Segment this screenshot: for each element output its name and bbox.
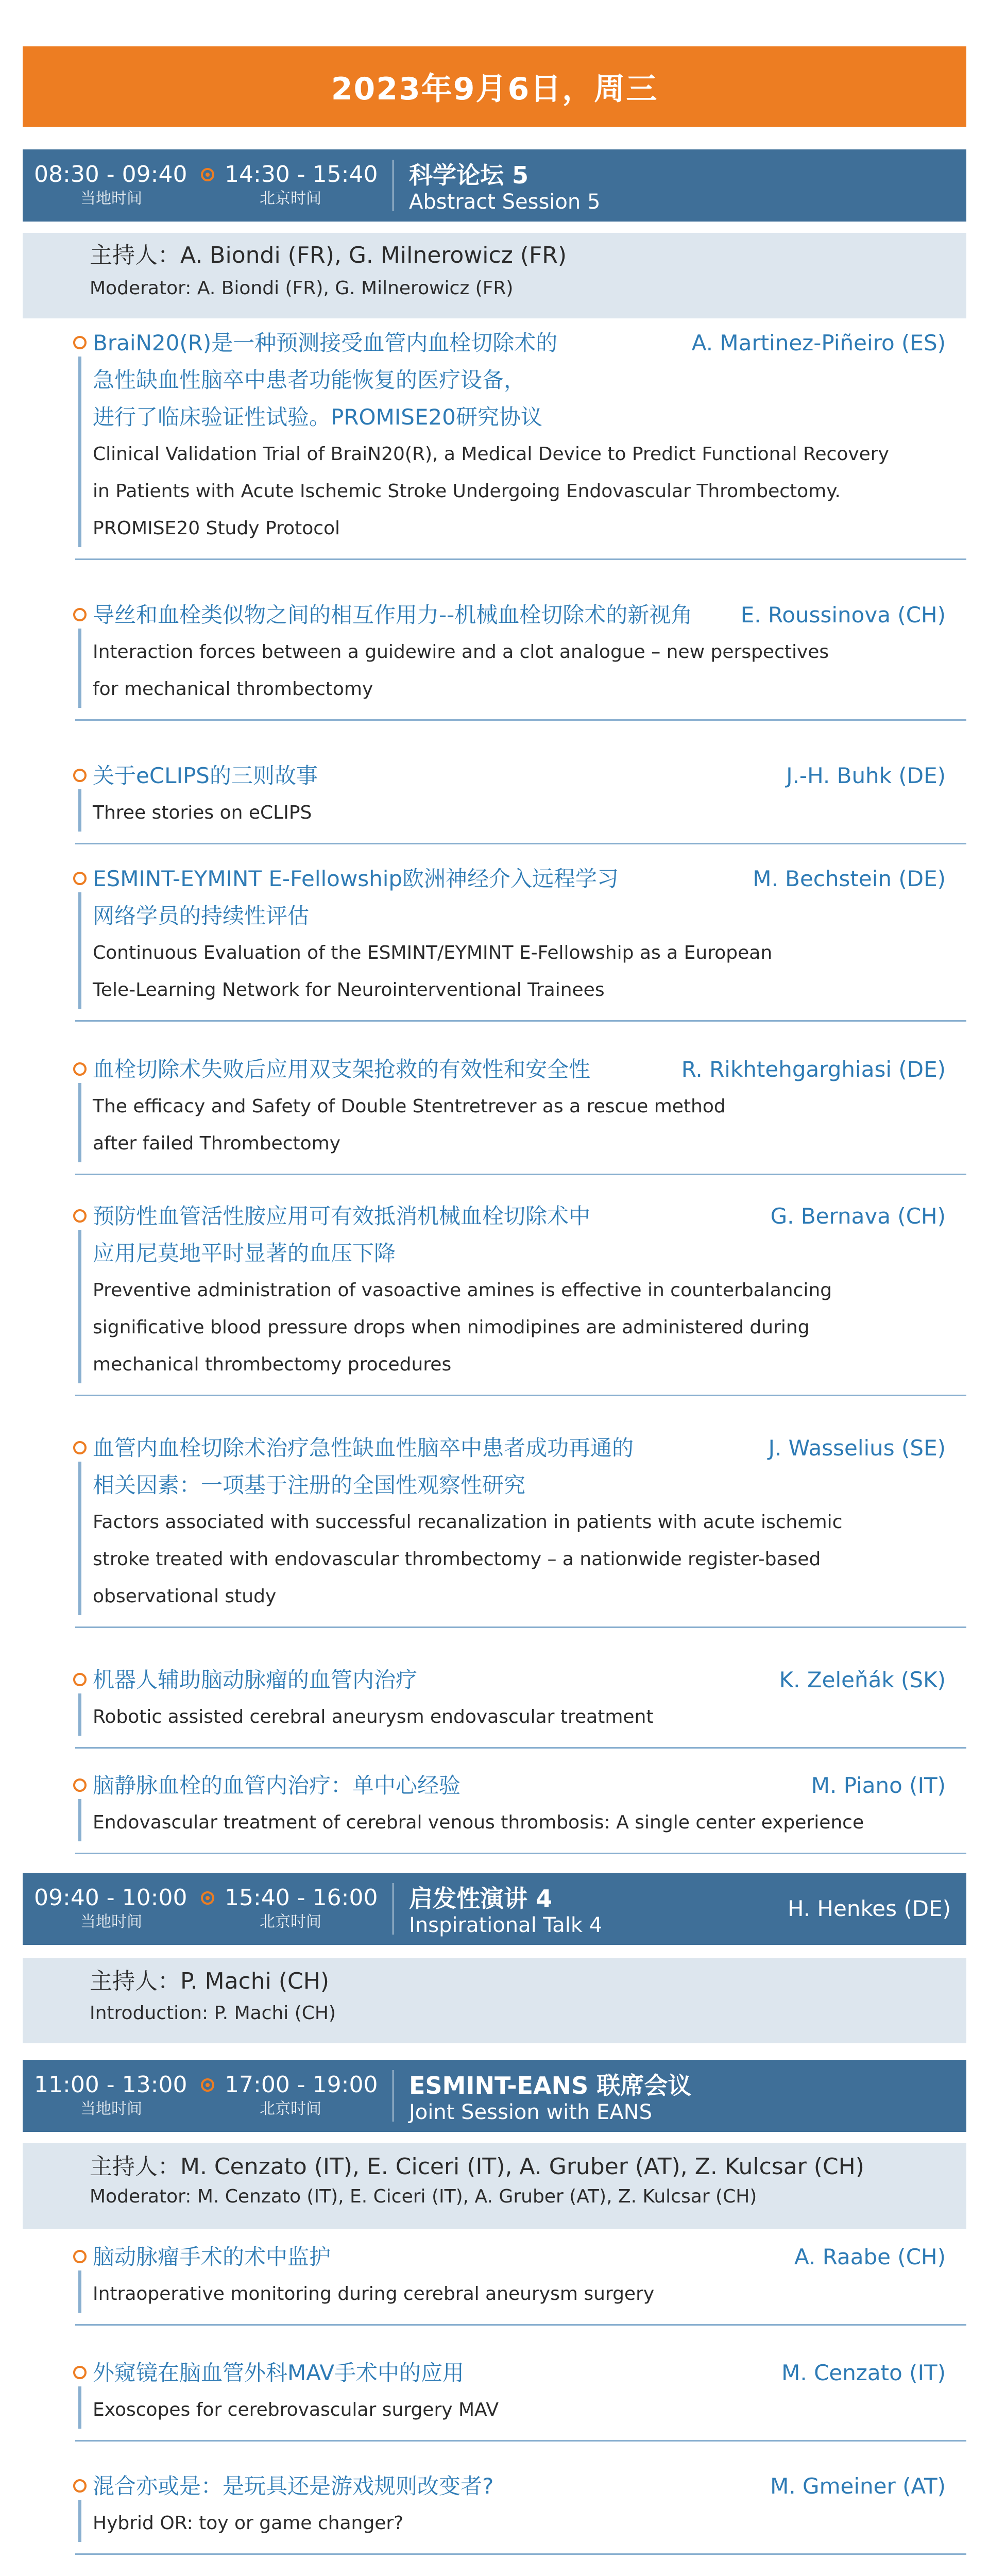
- session-title-en: Abstract Session 5: [409, 190, 601, 214]
- talk-author[interactable]: K. Zeleňák (SK): [779, 1667, 946, 1692]
- talk-entry[interactable]: [23, 1198, 966, 1399]
- moderator-en: Moderator: A. Biondi (FR), G. Milnerowicz (FR): [90, 278, 514, 299]
- moderator-cn: 主持人：A. Biondi (FR), G. Milnerowicz (FR): [90, 242, 567, 268]
- bullet-circle-icon: [73, 336, 87, 349]
- talk-author[interactable]: J.-H. Buhk (DE): [786, 763, 946, 788]
- beijing-time-block: [225, 2071, 384, 2120]
- talk-entry[interactable]: [23, 1767, 966, 1857]
- talk-title-en: Exoscopes for cerebrovascular surgery MAV: [93, 2399, 499, 2420]
- talk-title-cn[interactable]: 脑静脉血栓的血管内治疗：单中心经验: [93, 1773, 461, 1798]
- talk-accent-line: [78, 2500, 81, 2542]
- header-divider: [393, 1883, 394, 1935]
- talk-author[interactable]: M. Cenzato (IT): [781, 2360, 946, 2385]
- beijing-time-label: 北京时间: [260, 1913, 321, 1931]
- talk-author[interactable]: A. Raabe (CH): [794, 2244, 946, 2269]
- talk-title-en: Robotic assisted cerebral aneurysm endovascular treatment: [93, 1706, 654, 1727]
- talk-title-en: Three stories on eCLIPS: [93, 802, 312, 823]
- talk-entry[interactable]: [23, 860, 966, 1024]
- talk-accent-line: [78, 1083, 81, 1162]
- talk-title-en: Clinical Validation Trial of BraiN20(R), a Medical Device to Predict Functional Recovery: [93, 444, 889, 465]
- entry-separator: [75, 719, 966, 721]
- beijing-time: 14:30 - 15:40: [225, 161, 378, 188]
- session-title-cn: 启发性演讲 4: [409, 1885, 553, 1912]
- beijing-time: 17:00 - 19:00: [225, 2072, 378, 2098]
- local-time-label: 当地时间: [80, 190, 142, 208]
- entry-separator: [75, 1747, 966, 1749]
- talk-accent-line: [78, 789, 81, 832]
- bullet-circle-icon: [73, 872, 87, 885]
- talk-title-en: observational study: [93, 1586, 277, 1607]
- beijing-time-block: [225, 1884, 384, 1933]
- talk-author[interactable]: M. Gmeiner (AT): [770, 2473, 946, 2499]
- bullet-circle-icon: [73, 1441, 87, 1454]
- bullet-circle-icon: [73, 2479, 87, 2493]
- session-header-bar: [23, 1873, 966, 1945]
- session-title-en: Inspirational Talk 4: [409, 1913, 603, 1937]
- entry-separator: [75, 2553, 966, 2555]
- moderator-box: [23, 2143, 966, 2229]
- talk-title-cn[interactable]: 机器人辅助脑动脉瘤的血管内治疗: [93, 1667, 418, 1692]
- moderator-box: [23, 1958, 966, 2043]
- talk-title-cn[interactable]: 网络学员的持续性评估: [93, 903, 310, 928]
- clock-dot-icon: [201, 1891, 214, 1905]
- talk-accent-line: [78, 892, 81, 1009]
- bullet-circle-icon: [73, 1673, 87, 1686]
- local-time: 11:00 - 13:00: [34, 2072, 187, 2098]
- talk-accent-line: [78, 1230, 81, 1383]
- talk-entry[interactable]: [23, 2239, 966, 2328]
- talk-title-en: PROMISE20 Study Protocol: [93, 518, 340, 539]
- talk-title-en: stroke treated with endovascular thrombectomy – a nationwide register-based: [93, 1549, 821, 1570]
- talk-title-en: Hybrid OR: toy or game changer?: [93, 2513, 404, 2534]
- talk-title-cn[interactable]: 进行了临床验证性试验。PROMISE20研究协议: [93, 404, 542, 430]
- header-divider: [393, 2070, 394, 2122]
- entry-separator: [75, 843, 966, 844]
- talk-title-en: Factors associated with successful recanalization in patients with acute ischemic: [93, 1512, 843, 1533]
- talk-author[interactable]: M. Bechstein (DE): [753, 866, 946, 891]
- local-time-block: [34, 1884, 194, 1933]
- session-title-cn: 科学论坛 5: [409, 161, 529, 189]
- local-time-label: 当地时间: [80, 2100, 142, 2118]
- talk-title-en: after failed Thrombectomy: [93, 1133, 341, 1154]
- talk-accent-line: [78, 357, 81, 547]
- talk-title-en: Endovascular treatment of cerebral venous thrombosis: A single center experience: [93, 1812, 864, 1833]
- bullet-circle-icon: [73, 1778, 87, 1792]
- talk-entry[interactable]: [23, 1051, 966, 1178]
- session-speaker: H. Henkes (DE): [787, 1896, 951, 1921]
- talk-entry[interactable]: [23, 597, 966, 723]
- session-title-en: Joint Session with EANS: [409, 2100, 652, 2124]
- local-time-label: 当地时间: [80, 1913, 142, 1931]
- talk-title-en: Interaction forces between a guidewire and a clot analogue – new perspectives: [93, 641, 829, 663]
- entry-separator: [75, 1020, 966, 1022]
- talk-entry[interactable]: [23, 2354, 966, 2444]
- beijing-time-label: 北京时间: [260, 190, 321, 208]
- talk-title-en: in Patients with Acute Ischemic Stroke Undergoing Endovascular Thrombectomy.: [93, 481, 841, 502]
- moderator-cn: 主持人：M. Cenzato (IT), E. Ciceri (IT), A. Gruber (AT), Z. Kulcsar (CH): [90, 2154, 864, 2180]
- talk-author[interactable]: G. Bernava (CH): [770, 1204, 946, 1229]
- talk-author[interactable]: A. Martinez-Piñeiro (ES): [691, 330, 946, 355]
- date-header: 2023年9月6日，周三: [23, 46, 966, 127]
- entry-separator: [75, 558, 966, 560]
- talk-title-en: for mechanical thrombectomy: [93, 679, 373, 700]
- beijing-time-label: 北京时间: [260, 2100, 321, 2118]
- local-time-block: [34, 161, 194, 209]
- moderator-en: Introduction: P. Machi (CH): [90, 2003, 336, 2024]
- talk-accent-line: [78, 2270, 81, 2313]
- talk-entry[interactable]: [23, 757, 966, 847]
- talk-author[interactable]: J. Wasselius (SE): [768, 1435, 946, 1461]
- talk-entry[interactable]: [23, 2468, 966, 2557]
- local-time: 09:40 - 10:00: [34, 1885, 187, 1911]
- talk-accent-line: [78, 629, 81, 708]
- entry-separator: [75, 1853, 966, 1854]
- talk-title-en: Tele-Learning Network for Neurointerventional Trainees: [93, 979, 605, 1001]
- entry-separator: [75, 1626, 966, 1628]
- talk-title-cn[interactable]: 脑动脉瘤手术的术中监护: [93, 2244, 331, 2269]
- talk-title-cn[interactable]: BraiN20(R)是一种预测接受血管内血栓切除术的: [93, 330, 558, 355]
- talk-accent-line: [78, 1799, 81, 1841]
- talk-title-cn[interactable]: 混合亦或是：是玩具还是游戏规则改变者?: [93, 2473, 494, 2499]
- talk-title-cn[interactable]: 预防性血管活性胺应用可有效抵消机械血栓切除术中: [93, 1204, 591, 1229]
- talk-entry[interactable]: [23, 1430, 966, 1631]
- talk-title-en: Continuous Evaluation of the ESMINT/EYMINT E-Fellowship as a European: [93, 942, 773, 963]
- entry-separator: [75, 2440, 966, 2442]
- talk-entry[interactable]: [23, 325, 966, 563]
- talk-author[interactable]: M. Piano (IT): [811, 1773, 946, 1798]
- bullet-circle-icon: [73, 1062, 87, 1076]
- talk-title-en: significative blood pressure drops when nimodipines are administered during: [93, 1317, 810, 1338]
- talk-title-en: mechanical thrombectomy procedures: [93, 1354, 452, 1375]
- session-header-bar: [23, 2060, 966, 2132]
- bullet-circle-icon: [73, 769, 87, 782]
- local-time: 08:30 - 09:40: [34, 161, 187, 188]
- moderator-box: [23, 233, 966, 318]
- clock-dot-icon: [201, 2078, 214, 2092]
- entry-separator: [75, 1395, 966, 1396]
- talk-title-cn[interactable]: 应用尼莫地平时显著的血压下降: [93, 1241, 396, 1266]
- session-header-bar: [23, 149, 966, 222]
- talk-title-en: The efficacy and Safety of Double Stentretrever as a rescue method: [93, 1096, 726, 1117]
- talk-title-cn[interactable]: 血栓切除术失败后应用双支架抢救的有效性和安全性: [93, 1057, 591, 1082]
- talk-accent-line: [78, 2386, 81, 2429]
- talk-author[interactable]: E. Roussinova (CH): [740, 602, 946, 628]
- talk-title-cn[interactable]: 相关因素：一项基于注册的全国性观察性研究: [93, 1472, 526, 1498]
- bullet-circle-icon: [73, 2250, 87, 2263]
- local-time-block: [34, 2071, 194, 2120]
- talk-title-cn[interactable]: 血管内血栓切除术治疗急性缺血性脑卒中患者成功再通的: [93, 1435, 634, 1461]
- session-title-cn: ESMINT-EANS 联席会议: [409, 2072, 692, 2099]
- bullet-circle-icon: [73, 2366, 87, 2379]
- talk-title-cn[interactable]: 急性缺血性脑卒中患者功能恢复的医疗设备，: [93, 367, 526, 393]
- talk-entry[interactable]: [23, 1662, 966, 1751]
- header-divider: [393, 160, 394, 211]
- entry-separator: [75, 2324, 966, 2326]
- talk-author[interactable]: R. Rikhtehgarghiasi (DE): [681, 1057, 946, 1082]
- bullet-circle-icon: [73, 1209, 87, 1223]
- moderator-en: Moderator: M. Cenzato (IT), E. Ciceri (IT), A. Gruber (AT), Z. Kulcsar (CH): [90, 2186, 757, 2207]
- talk-accent-line: [78, 1462, 81, 1615]
- beijing-time-block: [225, 161, 384, 209]
- talk-title-cn[interactable]: 关于eCLIPS的三则故事: [93, 763, 318, 788]
- clock-dot-icon: [201, 168, 214, 181]
- talk-title-cn[interactable]: 导丝和血栓类似物之间的相互作用力--机械血栓切除术的新视角: [93, 602, 693, 628]
- beijing-time: 15:40 - 16:00: [225, 1885, 378, 1911]
- bullet-circle-icon: [73, 608, 87, 621]
- entry-separator: [75, 1174, 966, 1175]
- moderator-cn: 主持人：P. Machi (CH): [90, 1968, 330, 1994]
- talk-title-en: Intraoperative monitoring during cerebral aneurysm surgery: [93, 2283, 655, 2304]
- talk-title-cn[interactable]: ESMINT-EYMINT E-Fellowship欧洲神经介入远程学习: [93, 866, 619, 891]
- talk-accent-line: [78, 1693, 81, 1736]
- talk-title-en: Preventive administration of vasoactive amines is effective in counterbalancing: [93, 1280, 832, 1301]
- talk-title-cn[interactable]: 外窥镜在脑血管外科MAV手术中的应用: [93, 2360, 465, 2385]
